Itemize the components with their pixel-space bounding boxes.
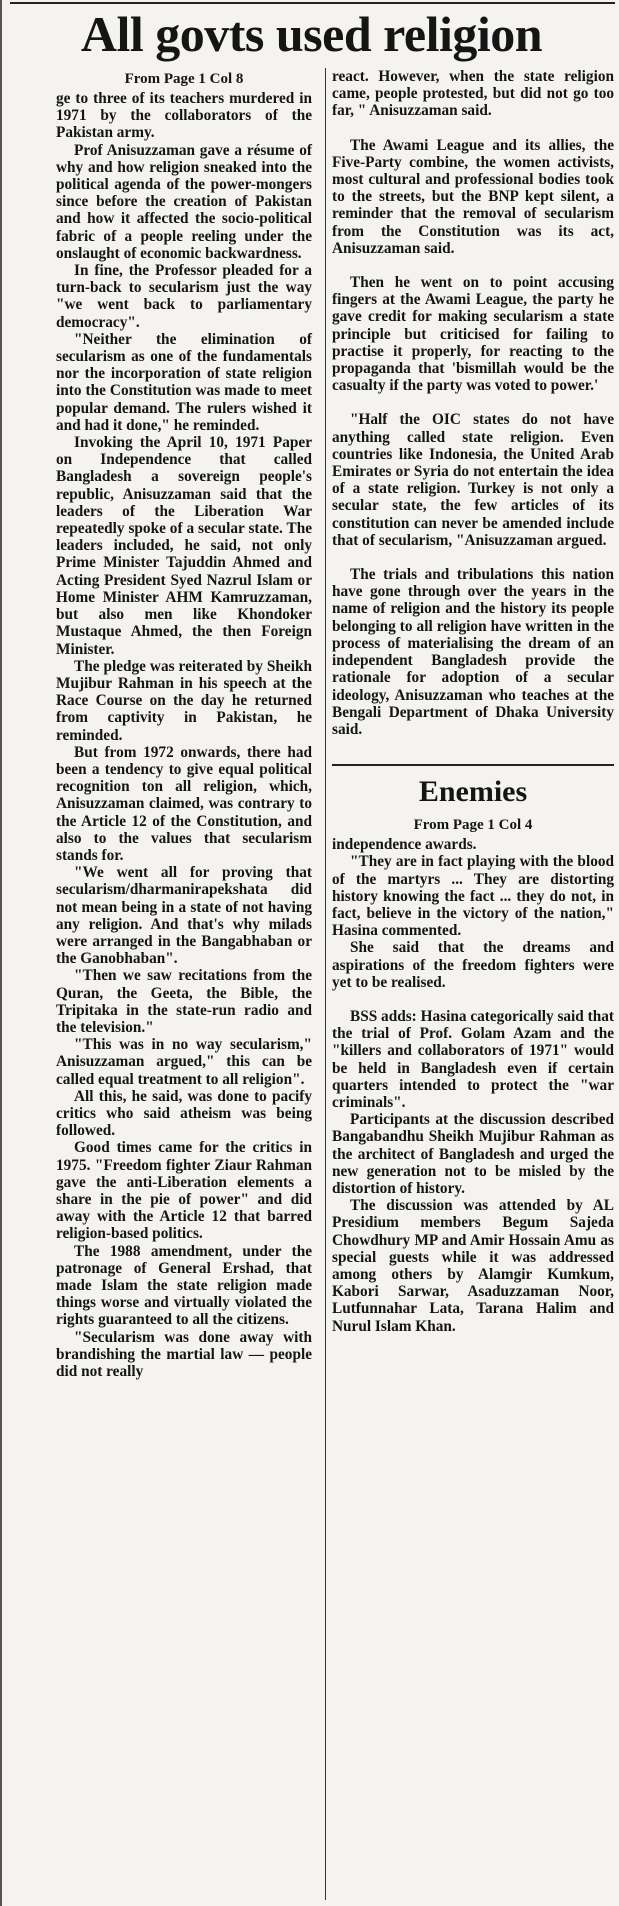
article-paragraph: The 1988 amendment, under the patronage of General Ershad, that made Islam the state religion made things worse and virtually violated the rights guaranteed to all the citizens. [56, 1242, 312, 1329]
article-paragraph: "This was in no way secularism," Anisuzzaman argued," this can be called equal treatment to all religion". [56, 1036, 312, 1088]
article-paragraph: Then he went on to point accusing fingers at the Awami League, the party he gave credit for making secularism a state principle but criticised for failing to practise it properly, for reacting to the propaganda that 'bismillah would be the casualty if the party was voted to power.' [332, 274, 614, 395]
right-column [332, 68, 614, 1902]
article-paragraph: "Secularism was done away with brandishing the martial law — people did not really [56, 1328, 312, 1381]
article-paragraph: "Then we saw recitations from the Quran, the Geeta, the Bible, the Tripitaka in the state-run radio and the television." [56, 967, 312, 1036]
article-paragraph: The trials and tribulations this nation have gone through over the years in the name of religion and the history its people belonging to all religion have written in the process of materialising the dream of an independent Bangladesh provide the rationale for adoption of a secular ideology, Anisuzzaman who teaches at the Bengali Department of Dhaka University said. [332, 566, 614, 738]
section-rule [332, 764, 614, 766]
article-paragraph: "Half the OIC states do not have anything called state religion. Even countries like Indonesia, the United Arab Emirates or Syria do not entertain the idea of a state religion. Turkey is not only a secular state, the few articles of its constitution can never be amended include that of secularism, "Anisuzzaman argued. [332, 411, 614, 549]
article-paragraph: In fine, the Professor pleaded for a turn-back to secularism just the way "we went back to parliamentary democracy". [56, 262, 312, 331]
article-paragraph: Prof Anisuzzaman gave a résume of why and how religion sneaked into the political agenda of the power-mongers since before the creation of Pakistan and how it affected the socio-political fabric of a people reeling under the onslaught of economic backwardness. [56, 141, 312, 262]
article-paragraph: The Awami League and its allies, the Five-Party combine, the women activists, most cultural and professional bodies took to the streets, but the BNP kept silent, a reminder that the removal of secularism from the Constitution was its act, Anisuzzaman said. [332, 136, 614, 257]
left-column [56, 68, 318, 1902]
article-paragraph: Participants at the discussion described Bangabandhu Sheikh Mujibur Rahman as the architect of Bangladesh and urged the new generation not to be misled by the distortion of history. [332, 1111, 614, 1197]
subhead-enemies: Enemies [418, 775, 528, 809]
column-divider [325, 68, 326, 1900]
article-paragraph: Good times came for the critics in 1975. "Freedom fighter Ziaur Rahman gave the anti-Liberation elements a share in the pie of power" and did away with the Article 12 that barred religion-based politics. [56, 1139, 312, 1243]
left-dateline: From Page 1 Col 8 [124, 71, 244, 87]
article-paragraph: She said that the dreams and aspirations of the freedom fighters were yet to be realised. [332, 939, 614, 991]
article-paragraph: ge to three of its teachers murdered in 1971 by the collaborators of the Pakistan army. [56, 90, 312, 142]
headline: All govts used religion [80, 6, 543, 62]
article-paragraph: independence awards. [332, 836, 477, 854]
article-paragraph: But from 1972 onwards, there had been a tendency to give equal political recognition ton all religion, which, Anisuzzaman claimed, was contrary to the Article 12 of the Constitution, and also to the values that secularism stands for. [56, 743, 312, 864]
top-rule [10, 2, 615, 4]
article-paragraph: BSS adds: Hasina categorically said that the trial of Prof. Golam Azam and the "killers and collaborators of 1971" would be held in Bangladesh even if certain quarters intended to protect the "war criminals". [332, 1007, 614, 1111]
article-paragraph: The discussion was attended by AL Presidium members Begum Sajeda Chowdhury MP and Amir Hossain Amu as special guests while it was addressed among others by Alamgir Kumkum, Kabori Sarwar, Asaduzzaman Noor, Lutfunnahar Lata, Tarana Halim and Nurul Islam Khan. [332, 1197, 614, 1335]
article-paragraph: All this, he said, was done to pacify critics who said atheism was being followed. [56, 1087, 312, 1140]
article-paragraph: Invoking the April 10, 1971 Paper on Independence that called Bangladesh a sovereign people's republic, Anisuzzaman said that the leaders of the Liberation War repeatedly spoke of a secular state. The leaders included, he said, not only Prime Minister Tajuddin Ahmed and Acting President Syed Nazrul Islam or Home Minister AHM Kamruzzaman, but also men like Khondoker Mustaque Ahmed, the then Foreign Minister. [56, 434, 312, 658]
article-paragraph: "They are in fact playing with the blood of the martyrs ... They are distorting history knowing the fact ... they do not, in fact, believe in the victory of the nation," Hasina commented. [332, 853, 614, 940]
article-paragraph: The pledge was reiterated by Sheikh Mujibur Rahman in his speech at the Race Course on the day he returned from captivity in Pakistan, he reminded. [56, 657, 312, 744]
article-paragraph: react. However, when the state religion came, people protested, but did not go too far, " Anisuzzaman said. [332, 68, 614, 120]
right-dateline: From Page 1 Col 4 [413, 817, 533, 834]
article-paragraph: "Neither the elimination of secularism as one of the fundamentals nor the incorporation of state religion into the Constitution was made to meet popular demand. The rulers wished it and had it done," he reminded. [56, 330, 312, 434]
article-paragraph: "We went all for proving that secularism/dharmanirapekshata did not mean being in a state of not having any religion. And that's why milads were arranged in the Bangabhaban or the Ganobhaban". [56, 864, 312, 968]
